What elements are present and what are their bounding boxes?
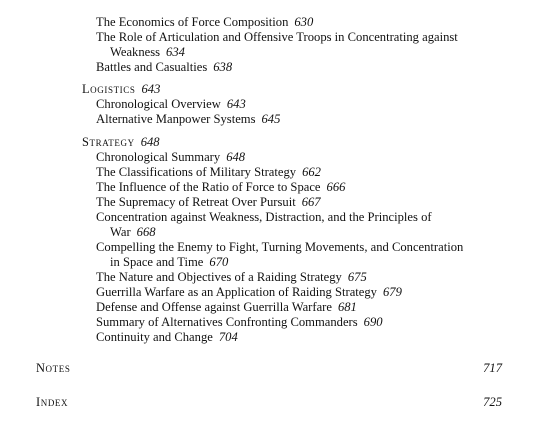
entry-title: Chronological Summary: [96, 150, 221, 164]
section-heading-index: [36, 395, 68, 410]
section-title: Strategy: [82, 135, 135, 149]
entry-title: Guerrilla Warfare as an Application of Raiding Strategy: [96, 285, 377, 299]
entry-title: Weakness: [110, 45, 161, 59]
entry-title: Chronological Overview: [96, 97, 221, 111]
toc-entry: [96, 112, 280, 127]
entry-title: The Classifications of Military Strategy: [96, 165, 297, 179]
toc-entry: [96, 270, 367, 285]
entry-page: 679: [382, 285, 402, 299]
toc-entry: [96, 300, 357, 315]
entry-title: Alternative Manpower Systems: [96, 112, 256, 126]
toc-entry: [96, 150, 245, 165]
entry-page: 670: [209, 255, 229, 269]
toc-entry: [96, 330, 238, 345]
entry-page: 634: [166, 45, 185, 59]
entry-title: in Space and Time: [110, 255, 204, 269]
notes-page: 717: [483, 361, 502, 375]
entry-title: The Nature and Objectives of a Raiding Strategy: [96, 270, 342, 284]
entry-page: 668: [136, 225, 156, 239]
toc-entry-continued: [110, 225, 156, 240]
entry-page: 681: [337, 300, 357, 314]
section-page: 648: [140, 135, 160, 149]
entry-page: 638: [213, 60, 233, 74]
section-page: 643: [141, 82, 161, 96]
toc-entry: [96, 195, 321, 210]
entry-title: Continuity and Change: [96, 330, 213, 344]
toc-entry: [96, 315, 383, 330]
toc-entry: [96, 165, 321, 180]
toc-entry: [96, 240, 463, 255]
toc-entry: [96, 97, 246, 112]
entry-title: The Role of Articulation and Offensive Troops in Concentrating against: [96, 30, 458, 44]
entry-page: 704: [218, 330, 238, 344]
toc-entry: [96, 60, 232, 75]
entry-page: 667: [301, 195, 321, 209]
index-label: Index: [36, 395, 69, 409]
toc-entry-continued: [110, 255, 228, 270]
entry-title: The Influence of the Ratio of Force to Space: [96, 180, 321, 194]
section-heading-logistics: [82, 82, 160, 97]
entry-page: 648: [226, 150, 246, 164]
toc-entry: [96, 210, 432, 225]
section-title: Logistics: [82, 82, 136, 96]
entry-title: The Supremacy of Retreat Over Pursuit: [96, 195, 296, 209]
entry-page: 662: [302, 165, 321, 179]
notes-label: Notes: [36, 361, 71, 375]
entry-title: Concentration against Weakness, Distraction, and the Principles of: [96, 210, 432, 224]
toc-entry-continued: [110, 45, 185, 60]
entry-title: Summary of Alternatives Confronting Commanders: [96, 315, 358, 329]
entry-page: 645: [261, 112, 281, 126]
entry-page: 690: [363, 315, 383, 329]
entry-page: 630: [294, 15, 314, 29]
entry-title: Compelling the Enemy to Fight, Turning Movements, and Concentration: [96, 240, 464, 254]
entry-page: 666: [326, 180, 346, 194]
toc-entry: [96, 180, 345, 195]
index-page: 725: [483, 395, 502, 409]
toc-entry: [96, 30, 458, 45]
entry-title: The Economics of Force Composition: [96, 15, 289, 29]
entry-title: Defense and Offense against Guerrilla Warfare: [96, 300, 332, 314]
entry-page: 675: [347, 270, 367, 284]
toc-entry: [96, 15, 313, 30]
section-heading-strategy: [82, 135, 160, 150]
toc-entry: [96, 285, 402, 300]
entry-title: Battles and Casualties: [96, 60, 208, 74]
entry-page: 643: [226, 97, 246, 111]
section-heading-notes: [36, 361, 70, 376]
entry-title: War: [110, 225, 131, 239]
